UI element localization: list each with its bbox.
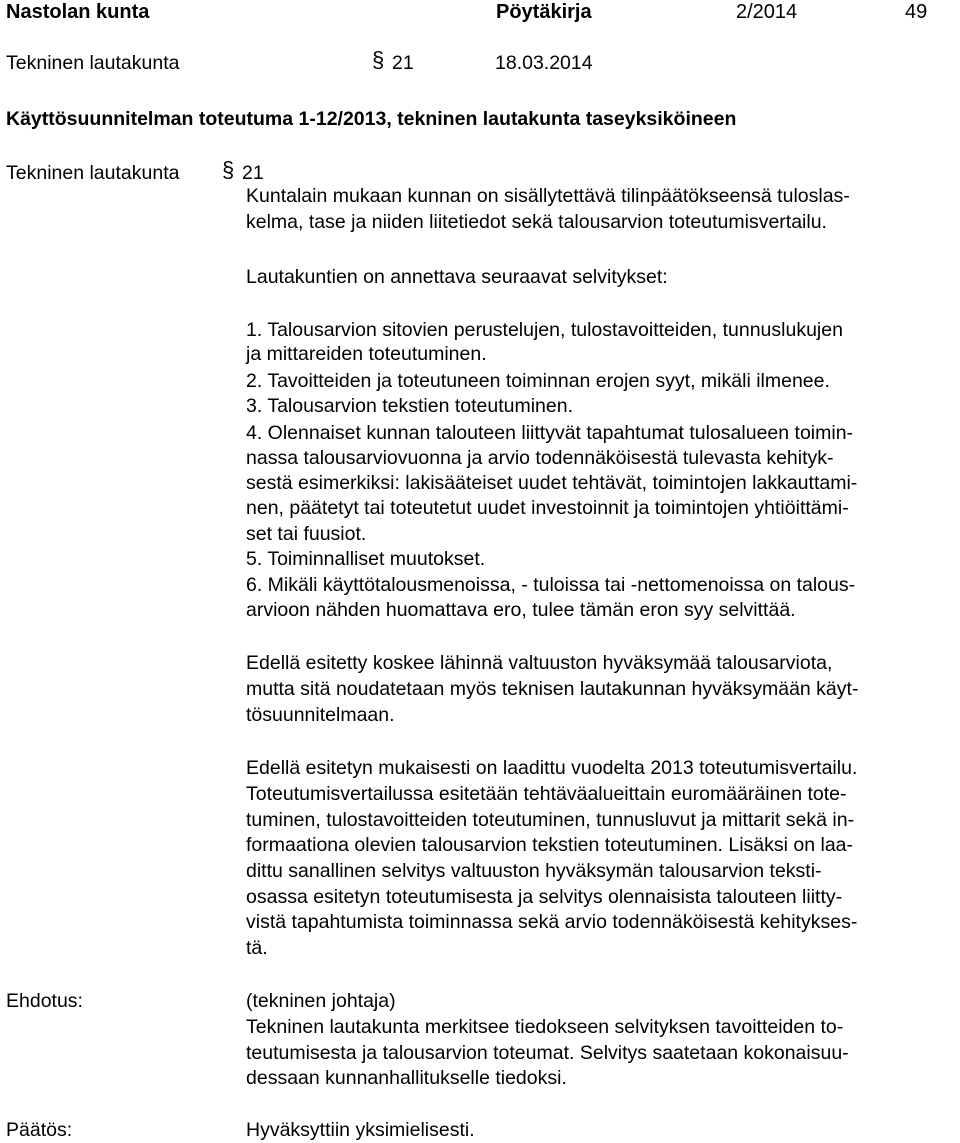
page-number: 49 [905,1,928,23]
proposal-line: Tekninen lautakunta merkitsee tiedokseen selvityksen tavoitteiden to- [246,1016,844,1038]
list-item: 2. Tavoitteiden ja toteutuneen toiminnan erojen syyt, mikäli ilmenee. [246,370,830,392]
paragraph-line: tösuunnitelmaan. [246,704,395,726]
list-item: arvioon nähden huomattava ero, tulee tämän eron syy selvittää. [246,599,796,621]
list-item: 4. Olennaiset kunnan talouteen liittyvät tapahtumat tulosalueen toimin- [246,422,854,444]
paragraph-line: tuminen, tulostavoitteiden toteutuminen, tunnusluvut ja mittarit sekä in- [246,809,855,831]
paragraph-line: tä. [246,937,268,959]
section-number: 21 [392,52,414,74]
proposal-label: Ehdotus: [6,990,83,1012]
list-item: sestä esimerkiksi: lakisääteiset uudet tehtävät, toimintojen lakkauttami- [246,472,858,494]
list-item: 6. Mikäli käyttötalousmenoissa, - tuloissa tai -nettomenoissa on talous- [246,574,856,596]
decision-text: Hyväksyttiin yksimielisesti. [246,1119,475,1141]
document-type: Pöytäkirja [496,1,592,23]
list-item: ja mittareiden toteutuminen. [246,343,487,365]
paragraph-line: Edellä esitetty koskee lähinnä valtuuston hyväksymää talousarviota, [246,652,833,674]
paragraph-line: dittu sanallinen selvitys valtuuston hyväksymän talousarvion teksti- [246,860,822,882]
list-item: nassa talousarviovuonna ja arvio todennäköisestä tulevasta kehityk- [246,447,834,469]
header-committee: Tekninen lautakunta [6,52,180,74]
proposal-line: dessaan kunnanhallitukselle tiedoksi. [246,1067,567,1089]
intro-line: Kuntalain mukaan kunnan on sisällytettävä tilinpäätökseensä tuloslas- [246,185,850,207]
reference-section-number: 21 [242,162,264,184]
reference-section-sign: § [222,157,235,182]
municipality-name: Nastolan kunta [6,1,150,23]
meeting-date: 18.03.2014 [495,52,593,74]
decision-label: Päätös: [6,1119,73,1141]
paragraph-line: vistä tapahtumista toiminnassa sekä arvio todennäköisestä kehitykses- [246,911,858,933]
document-number: 2/2014 [736,1,798,23]
paragraph-line: Toteutumisvertailussa esitetään tehtäväalueittain euromääräinen tote- [246,783,847,805]
intro-line: kelma, tase ja niiden liitetiedot sekä talousarvion toteutumisvertailu. [246,211,827,233]
proposal-presenter: (tekninen johtaja) [246,990,396,1012]
paragraph-line: Edellä esitetyn mukaisesti on laadittu vuodelta 2013 toteutumisvertailu. [246,757,858,779]
proposal-line: teutumisesta ja talousarvion toteumat. Selvitys saatetaan kokonaisuu- [246,1042,849,1064]
reference-committee: Tekninen lautakunta [6,162,180,184]
list-item: 1. Talousarvion sitovien perustelujen, tulostavoitteiden, tunnuslukujen [246,319,843,341]
section-sign: § [372,47,385,72]
document-title: Käyttösuunnitelman toteutuma 1-12/2013, tekninen lautakunta taseyksiköineen [6,108,737,130]
list-item: nen, päätetyt tai toteutetut uudet investoinnit ja toimintojen yhtiöittämi- [246,497,849,519]
lead-in: Lautakuntien on annettava seuraavat selvitykset: [246,266,668,288]
list-item: set tai fuusiot. [246,523,367,545]
list-item: 5. Toiminnalliset muutokset. [246,548,486,570]
paragraph-line: formaationa olevien talousarvion tekstien toteutuminen. Lisäksi on laa- [246,834,854,856]
list-item: 3. Talousarvion tekstien toteutuminen. [246,395,574,417]
paragraph-line: mutta sitä noudatetaan myös teknisen lautakunnan hyväksymään käyt- [246,678,859,700]
paragraph-line: osassa esitetyn toteutumisesta ja selvitys olennaisista talouteen liitty- [246,886,843,908]
